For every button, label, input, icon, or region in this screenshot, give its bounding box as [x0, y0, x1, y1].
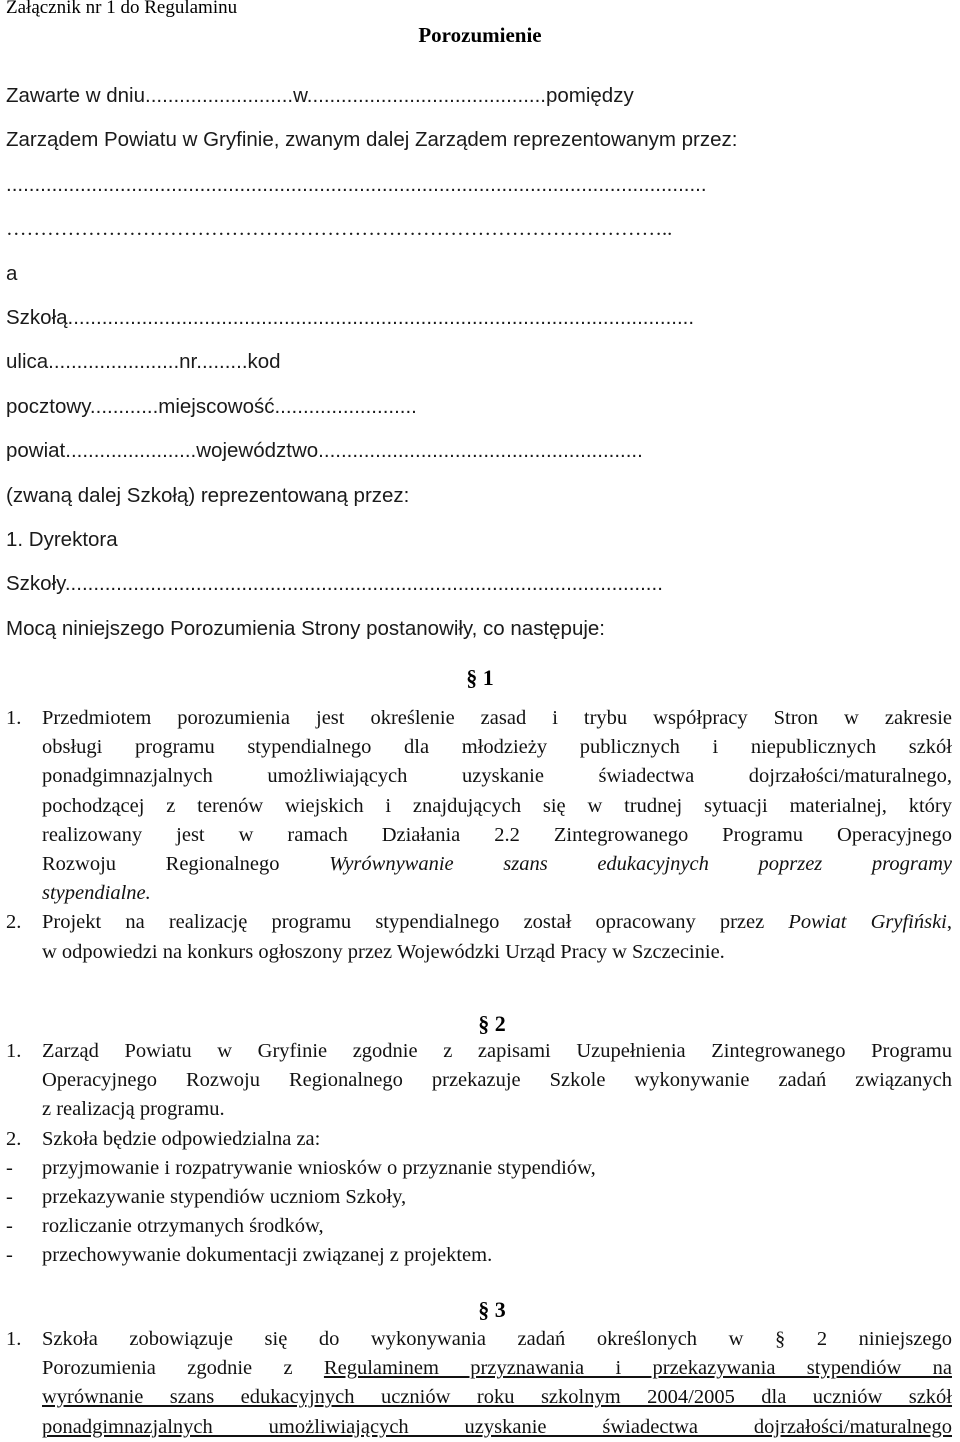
- preamble-line: a: [6, 261, 18, 285]
- paragraph-line: pochodzącej z terenów wiejskich i znajdujących się w trudnej sytuacji materialnej, który: [42, 794, 952, 817]
- bullet-dash: -: [6, 1215, 13, 1238]
- bullet-dash: -: [6, 1186, 13, 1209]
- bullet-text: rozliczanie otrzymanych środków,: [42, 1215, 324, 1238]
- bullet-item: [6, 1183, 952, 1212]
- dotted-placeholder: ……………………………………………………………………………………..: [6, 218, 673, 241]
- preamble: [6, 80, 954, 657]
- list-item: [6, 1037, 952, 1125]
- dotted-placeholder: ...........................................................................................................................: [6, 172, 707, 196]
- preamble-line: Szkoły.........................................................................................................: [6, 572, 663, 596]
- text-run: Rozwoju Regionalnego: [42, 853, 330, 876]
- text-run: Projekt na realizację programu stypendialnego został opracowany przez: [42, 911, 789, 934]
- paragraph-line: [42, 1354, 952, 1383]
- item-number: 1.: [6, 1328, 22, 1350]
- bullet-item: [6, 1154, 952, 1183]
- bullet-item: [6, 1212, 952, 1241]
- section-2-heading: § 2: [478, 1011, 506, 1036]
- paragraph-line: Operacyjnego Rozwoju Regionalnego przekazuje Szkole wykonywanie zadań związanych: [42, 1069, 952, 1092]
- item-number: 1.: [6, 707, 22, 729]
- paragraph-line: w odpowiedzi na konkurs ogłoszony przez Wojewódzki Urząd Pracy w Szczecinie.: [42, 940, 725, 963]
- section-1-body: [6, 704, 952, 967]
- regulation-title-underlined: Regulaminem przyznawania i przekazywania stypendiów na: [323, 1357, 952, 1380]
- document-title: Porozumienie: [418, 23, 542, 47]
- paragraph-line: Szkoła zobowiązuje się do wykonywania zadań określonych w § 2 niniejszego: [42, 1328, 952, 1350]
- list-item: [6, 1125, 952, 1154]
- bullet-text: przekazywanie stypendiów uczniom Szkoły,: [42, 1186, 407, 1209]
- section-3-body: [6, 1325, 952, 1442]
- regulation-title-underlined: ponadgimnazjalnych umożliwiających uzyskanie świadectwa dojrzałości/maturalnego: [42, 1415, 952, 1438]
- text-run: ,: [946, 911, 953, 934]
- attachment-note: Załącznik nr 1 do Regulaminu: [6, 0, 238, 18]
- paragraph-line: Szkoła będzie odpowiedzialna za:: [42, 1127, 321, 1150]
- preamble-line: pocztowy............miejscowość.........................: [6, 394, 417, 418]
- project-author-italic: Powiat Gryfiński: [788, 911, 947, 934]
- preamble-line: 1. Dyrektora: [6, 527, 118, 551]
- preamble-line: Zawarte w dniu..........................w..........................................pomiędzy: [6, 84, 634, 107]
- paragraph-line: Zarząd Powiatu w Gryfinie zgodnie z zapisami Uzupełnienia Zintegrowanego Programu: [42, 1040, 952, 1062]
- paragraph-line: ponadgimnazjalnych umożliwiających uzyskanie świadectwa dojrzałości/maturalnego,: [42, 765, 952, 788]
- item-number: 2.: [6, 1127, 22, 1150]
- bullet-text: przechowywanie dokumentacji związanej z projektem.: [42, 1244, 493, 1267]
- paragraph-line: obsługi programu stypendialnego dla młodzieży publicznych i niepublicznych szkół: [42, 736, 952, 759]
- list-item: [6, 908, 952, 966]
- preamble-line: Zarządem Powiatu w Gryfinie, zwanym dalej Zarządem reprezentowanym przez:: [6, 128, 738, 152]
- paragraph-line: realizowany jest w ramach Działania 2.2 Zintegrowanego Programu Operacyjnego: [42, 823, 952, 846]
- preamble-line: Mocą niniejszego Porozumienia Strony postanowiły, co następuje:: [6, 616, 606, 640]
- preamble-line: ulica.......................nr.........kod: [6, 350, 281, 374]
- bullet-dash: -: [6, 1244, 13, 1267]
- section-2-body: [6, 1037, 952, 1271]
- item-number: 2.: [6, 911, 22, 934]
- text-run: Porozumienia zgodnie z: [42, 1357, 324, 1380]
- section-3-heading: § 3: [478, 1297, 506, 1322]
- list-item: [6, 1325, 952, 1442]
- preamble-line: powiat.......................województwo.........................................................: [6, 439, 643, 463]
- program-title-italic: stypendialne.: [42, 882, 151, 905]
- paragraph-line: z realizacją programu.: [42, 1098, 225, 1121]
- item-number: 1.: [6, 1040, 22, 1062]
- bullet-dash: -: [6, 1156, 13, 1179]
- preamble-line: Szkołą..............................................................................................................: [6, 305, 695, 329]
- paragraph-line: [42, 908, 952, 937]
- program-title-italic: Wyrównywanie szans edukacyjnych poprzez programy: [329, 853, 952, 876]
- regulation-title-underlined: wyrównanie szans edukacyjnych uczniów roku szkolnym 2004/2005 dla uczniów szkół: [42, 1386, 952, 1409]
- bullet-text: przyjmowanie i rozpatrywanie wniosków o przyznanie stypendiów,: [42, 1156, 596, 1179]
- preamble-line: (zwaną dalej Szkołą) reprezentowaną przez:: [6, 483, 410, 507]
- list-item: [6, 704, 952, 908]
- paragraph-line: [42, 879, 952, 908]
- bullet-item: [6, 1241, 952, 1270]
- paragraph-line: [42, 850, 952, 879]
- paragraph-line: Przedmiotem porozumienia jest określenie zasad i trybu współpracy Stron w zakresie: [42, 707, 952, 729]
- section-1-heading: § 1: [466, 665, 494, 690]
